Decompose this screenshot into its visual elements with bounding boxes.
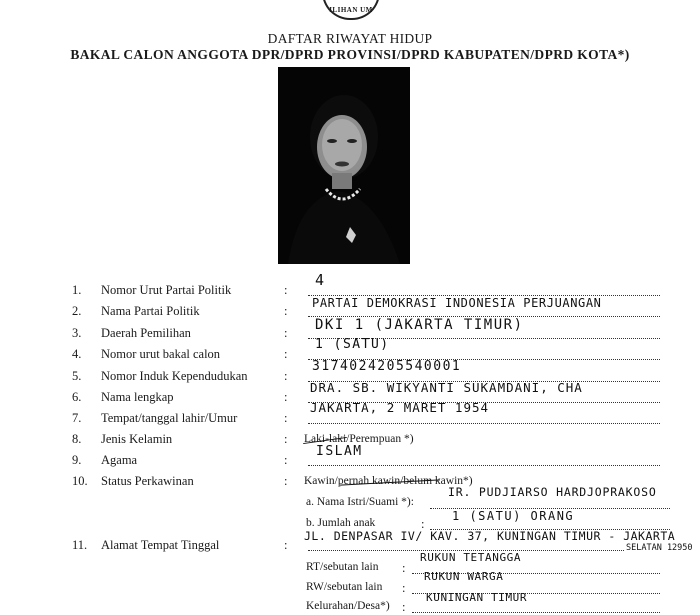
field-label-candidate-number: Nomor urut bakal calon — [101, 347, 221, 361]
colon: : — [402, 581, 406, 595]
colon: : — [284, 474, 288, 488]
row-number: 3. — [72, 326, 82, 340]
dotted-line — [308, 465, 660, 466]
candidate-photo — [278, 67, 410, 264]
rw-value: RUKUN WARGA — [424, 570, 504, 583]
document-subtitle: BAKAL CALON ANGGOTA DPR/DPRD PROVINSI/DPRD KABUPATEN/DPRD KOTA*) — [70, 47, 630, 62]
colon: : — [284, 390, 288, 404]
field-label-party-name: Nama Partai Politik — [101, 304, 200, 318]
children-value: 1 (SATU) ORANG — [452, 509, 575, 523]
party-seal — [322, 0, 380, 20]
field-value-nik: 3174024205540001 — [312, 359, 462, 374]
spouse-label: a. Nama Istri/Suami *): — [306, 496, 414, 508]
field-label-address: Alamat Tempat Tinggal — [101, 538, 220, 552]
field-value-candidate-number: 1 (SATU) — [315, 337, 390, 352]
row-number: 1. — [72, 283, 82, 297]
colon: : — [284, 347, 288, 361]
row-number: 2. — [72, 304, 82, 318]
field-label-full-name: Nama lengkap — [101, 390, 174, 404]
row-number: 10. — [72, 474, 88, 488]
row-number: 5. — [72, 369, 82, 383]
colon: : — [402, 600, 406, 614]
kelurahan-label: Kelurahan/Desa*) — [306, 600, 390, 612]
dotted-line — [308, 423, 660, 424]
portrait-image — [278, 67, 410, 264]
row-number: 6. — [72, 390, 82, 404]
row-number: 9. — [72, 453, 82, 467]
gender-options: Laki-laki/Perempuan *) — [304, 433, 414, 445]
rt-label: RT/sebutan lain — [306, 561, 379, 573]
field-label-marital-status: Status Perkawinan — [101, 474, 194, 488]
field-value-electoral-district: DKI 1 (JAKARTA TIMUR) — [315, 317, 524, 333]
colon: : — [402, 561, 406, 575]
field-value-full-name: DRA. SB. WIKYANTI SUKAMDANI, CHA — [310, 380, 583, 395]
field-label-birth: Tempat/tanggal lahir/Umur — [101, 411, 238, 425]
rt-value: RUKUN TETANGGA — [420, 551, 522, 564]
colon: : — [284, 432, 288, 446]
kelurahan-value: KUNINGAN TIMUR — [426, 591, 528, 604]
document-title: DAFTAR RIWAYAT HIDUP — [267, 31, 433, 46]
colon: : — [284, 453, 288, 467]
field-value-address: JL. DENPASAR IV/ KAV. 37, KUNINGAN TIMUR - JAKARTA — [304, 529, 676, 543]
colon: : — [284, 326, 288, 340]
row-number: 7. — [72, 411, 82, 425]
spouse-value: IR. PUDJIARSO HARDJOPRAKOSO — [448, 485, 657, 499]
field-value-party-name: PARTAI DEMOKRASI INDONESIA PERJUANGAN — [312, 296, 602, 310]
colon: : — [421, 517, 425, 531]
seal-text: ILIHAN UM — [329, 6, 373, 14]
field-value-birth: JAKARTA, 2 MARET 1954 — [310, 400, 490, 415]
colon: : — [284, 304, 288, 318]
row-number: 8. — [72, 432, 82, 446]
rw-label: RW/sebutan lain — [306, 581, 383, 593]
field-value-address-extra: SELATAN 12950 — [626, 543, 693, 553]
colon: : — [284, 411, 288, 425]
field-value-religion: ISLAM — [316, 444, 363, 459]
field-label-electoral-district: Daerah Pemilihan — [101, 326, 191, 340]
field-value-marital-status: Kawin/pernah kawin/belum kawin*) — [304, 475, 473, 487]
field-label-religion: Agama — [101, 453, 138, 467]
field-value-party-number: 4 — [315, 271, 326, 289]
field-label-gender: Jenis Kelamin — [101, 432, 173, 446]
colon: : — [284, 538, 288, 552]
dotted-line — [412, 612, 660, 613]
row-number: 4. — [72, 347, 82, 361]
field-label-party-number: Nomor Urut Partai Politik — [101, 283, 232, 297]
colon: : — [284, 283, 288, 297]
colon: : — [284, 369, 288, 383]
children-label: b. Jumlah anak — [306, 517, 376, 529]
row-number: 11. — [72, 538, 88, 552]
field-label-nik: Nomor Induk Kependudukan — [101, 369, 248, 383]
